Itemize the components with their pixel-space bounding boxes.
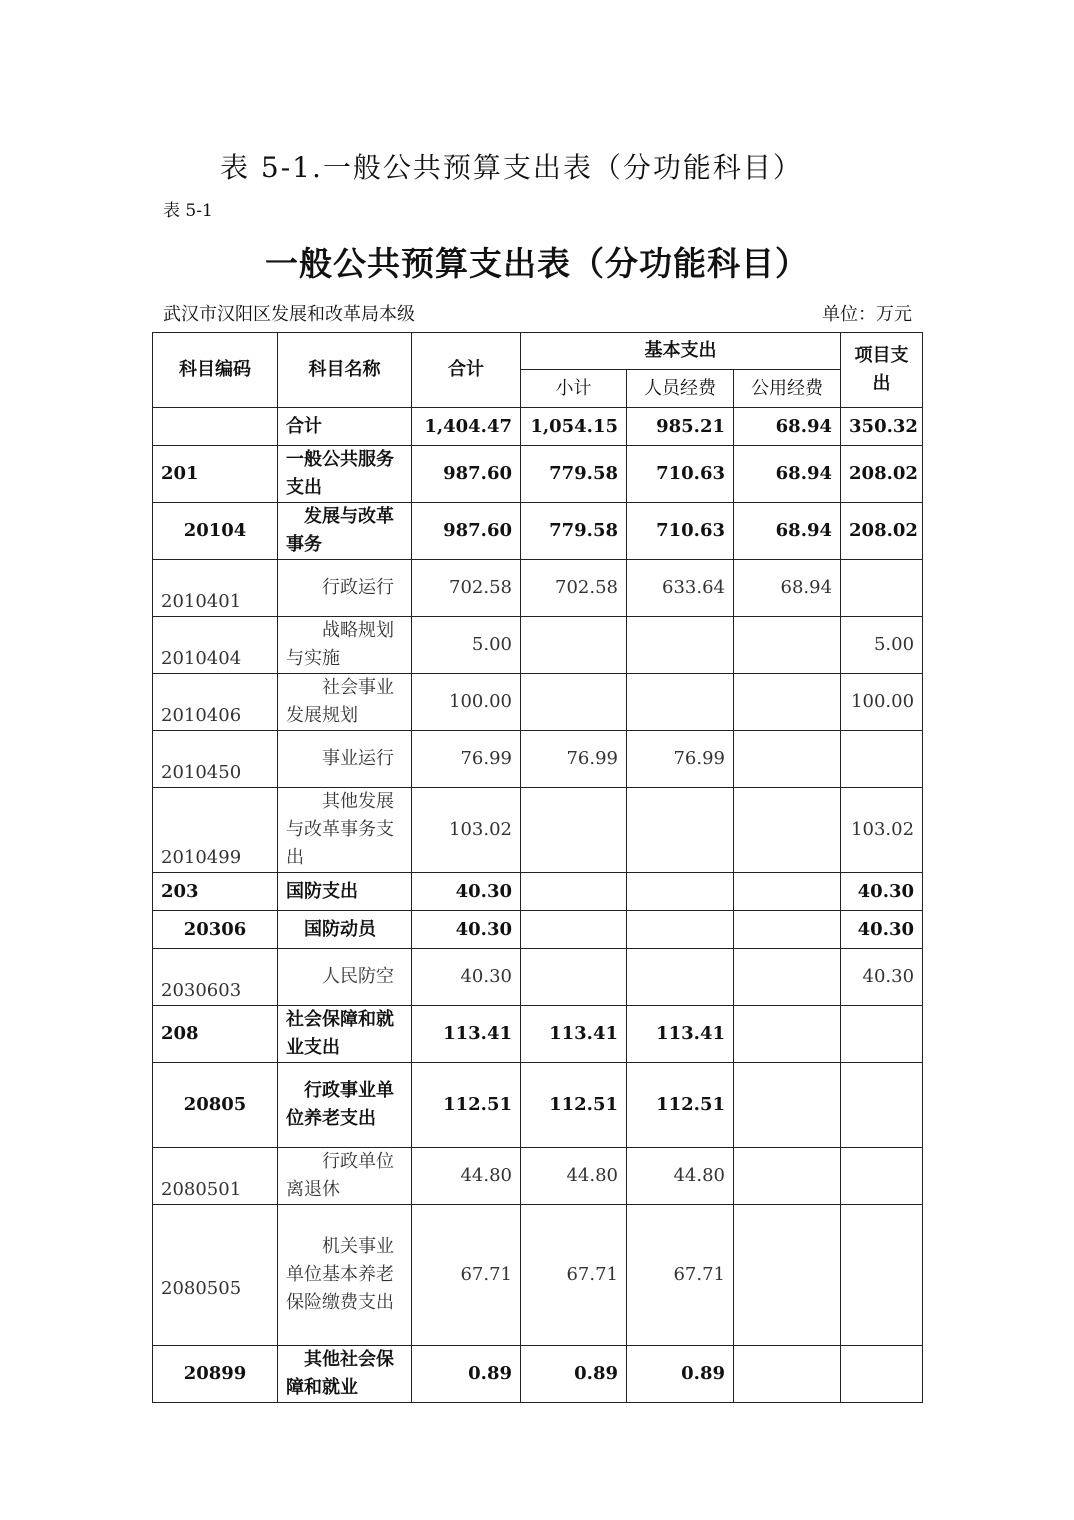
row-total: 76.99 (412, 731, 521, 788)
row-public: 68.94 (734, 408, 841, 446)
row-name: 其他发展与改革事务支出 (278, 788, 412, 873)
table-row (153, 408, 923, 446)
table-row (153, 1205, 923, 1346)
row-total: 5.00 (412, 617, 521, 674)
header-name: 科目名称 (278, 333, 412, 408)
row-personnel (627, 873, 734, 911)
organization-name: 武汉市汉阳区发展和改革局本级 (163, 304, 415, 325)
budget-table (152, 332, 923, 1403)
table-row (153, 503, 923, 560)
table-row (153, 560, 923, 617)
row-total: 1,404.47 (412, 408, 521, 446)
row-name: 行政单位离退休 (278, 1148, 412, 1205)
row-subtotal (521, 873, 627, 911)
row-personnel (627, 617, 734, 674)
row-subtotal: 113.41 (521, 1006, 627, 1063)
table-row (153, 446, 923, 503)
row-public (734, 911, 841, 949)
row-code: 2030603 (153, 949, 278, 1006)
row-total: 702.58 (412, 560, 521, 617)
row-code: 2010406 (153, 674, 278, 731)
table-row (153, 873, 923, 911)
table-number: 表 5-1 (163, 201, 213, 221)
row-public (734, 1006, 841, 1063)
table-row (153, 1063, 923, 1148)
row-personnel: 44.80 (627, 1148, 734, 1205)
row-code: 2010499 (153, 788, 278, 873)
row-personnel: 710.63 (627, 503, 734, 560)
row-name: 国防支出 (278, 873, 412, 911)
row-project (841, 1346, 923, 1403)
row-public (734, 674, 841, 731)
row-personnel: 112.51 (627, 1063, 734, 1148)
row-public: 68.94 (734, 560, 841, 617)
row-name: 其他社会保障和就业 (278, 1346, 412, 1403)
row-public (734, 873, 841, 911)
row-public (734, 731, 841, 788)
row-subtotal: 44.80 (521, 1148, 627, 1205)
row-total: 100.00 (412, 674, 521, 731)
row-subtotal: 1,054.15 (521, 408, 627, 446)
row-name: 机关事业单位基本养老保险缴费支出 (278, 1205, 412, 1346)
row-public: 68.94 (734, 446, 841, 503)
row-subtotal: 112.51 (521, 1063, 627, 1148)
row-total: 40.30 (412, 911, 521, 949)
row-project: 103.02 (841, 788, 923, 873)
table-row (153, 949, 923, 1006)
row-total: 44.80 (412, 1148, 521, 1205)
row-public (734, 617, 841, 674)
row-public (734, 1148, 841, 1205)
row-code: 2010450 (153, 731, 278, 788)
row-project (841, 1006, 923, 1063)
header-total: 合计 (412, 333, 521, 408)
row-subtotal: 779.58 (521, 446, 627, 503)
row-project (841, 1205, 923, 1346)
row-public (734, 1063, 841, 1148)
row-total: 67.71 (412, 1205, 521, 1346)
row-personnel: 0.89 (627, 1346, 734, 1403)
row-personnel (627, 949, 734, 1006)
table-row (153, 788, 923, 873)
row-name: 社会保障和就业支出 (278, 1006, 412, 1063)
header-row-1 (153, 333, 923, 370)
table-row (153, 1006, 923, 1063)
row-name: 一般公共服务支出 (278, 446, 412, 503)
header-basic: 基本支出 (521, 333, 841, 370)
row-project: 100.00 (841, 674, 923, 731)
row-total: 40.30 (412, 873, 521, 911)
table-row (153, 1148, 923, 1205)
row-subtotal: 0.89 (521, 1346, 627, 1403)
row-project: 5.00 (841, 617, 923, 674)
row-public (734, 788, 841, 873)
row-personnel: 633.64 (627, 560, 734, 617)
row-subtotal: 702.58 (521, 560, 627, 617)
row-code: 2080501 (153, 1148, 278, 1205)
row-public (734, 949, 841, 1006)
row-subtotal (521, 617, 627, 674)
row-name: 合计 (278, 408, 412, 446)
row-project (841, 1148, 923, 1205)
row-total: 987.60 (412, 503, 521, 560)
row-project: 40.30 (841, 873, 923, 911)
row-project: 208.02 (841, 446, 923, 503)
header-personnel: 人员经费 (627, 370, 734, 408)
row-total: 113.41 (412, 1006, 521, 1063)
table-row (153, 674, 923, 731)
row-subtotal (521, 674, 627, 731)
row-personnel: 985.21 (627, 408, 734, 446)
row-total: 40.30 (412, 949, 521, 1006)
row-personnel (627, 674, 734, 731)
row-code: 20104 (153, 503, 278, 560)
table-title: 一般公共预算支出表（分功能科目） (265, 244, 809, 283)
row-code: 20899 (153, 1346, 278, 1403)
table-row (153, 617, 923, 674)
row-subtotal (521, 911, 627, 949)
row-name: 战略规划与实施 (278, 617, 412, 674)
row-project: 40.30 (841, 949, 923, 1006)
row-project: 40.30 (841, 911, 923, 949)
table-row (153, 911, 923, 949)
table-row (153, 731, 923, 788)
row-total: 103.02 (412, 788, 521, 873)
row-name: 行政事业单位养老支出 (278, 1063, 412, 1148)
row-project: 350.32 (841, 408, 923, 446)
row-public (734, 1205, 841, 1346)
row-code: 20306 (153, 911, 278, 949)
row-personnel: 113.41 (627, 1006, 734, 1063)
row-subtotal (521, 949, 627, 1006)
row-personnel (627, 788, 734, 873)
row-code: 208 (153, 1006, 278, 1063)
row-name: 人民防空 (278, 949, 412, 1006)
unit-label: 单位：万元 (822, 304, 912, 325)
row-name: 行政运行 (278, 560, 412, 617)
row-project: 208.02 (841, 503, 923, 560)
row-code (153, 408, 278, 446)
header-public: 公用经费 (734, 370, 841, 408)
row-total: 987.60 (412, 446, 521, 503)
row-project (841, 1063, 923, 1148)
row-personnel: 710.63 (627, 446, 734, 503)
row-code: 2080505 (153, 1205, 278, 1346)
document-heading: 表 5-1.一般公共预算支出表（分功能科目） (220, 151, 803, 184)
row-personnel: 76.99 (627, 731, 734, 788)
row-subtotal: 779.58 (521, 503, 627, 560)
row-name: 社会事业发展规划 (278, 674, 412, 731)
row-public (734, 1346, 841, 1403)
row-name: 国防动员 (278, 911, 412, 949)
row-code: 201 (153, 446, 278, 503)
row-total: 112.51 (412, 1063, 521, 1148)
row-code: 203 (153, 873, 278, 911)
header-subtotal: 小计 (521, 370, 627, 408)
row-personnel (627, 911, 734, 949)
row-name: 发展与改革事务 (278, 503, 412, 560)
row-code: 2010404 (153, 617, 278, 674)
row-public: 68.94 (734, 503, 841, 560)
row-subtotal: 76.99 (521, 731, 627, 788)
row-code: 2010401 (153, 560, 278, 617)
row-project (841, 560, 923, 617)
row-personnel: 67.71 (627, 1205, 734, 1346)
row-total: 0.89 (412, 1346, 521, 1403)
row-code: 20805 (153, 1063, 278, 1148)
table-row (153, 1346, 923, 1403)
header-project: 项目支出 (841, 333, 923, 408)
row-name: 事业运行 (278, 731, 412, 788)
row-subtotal: 67.71 (521, 1205, 627, 1346)
header-code: 科目编码 (153, 333, 278, 408)
row-subtotal (521, 788, 627, 873)
row-project (841, 731, 923, 788)
